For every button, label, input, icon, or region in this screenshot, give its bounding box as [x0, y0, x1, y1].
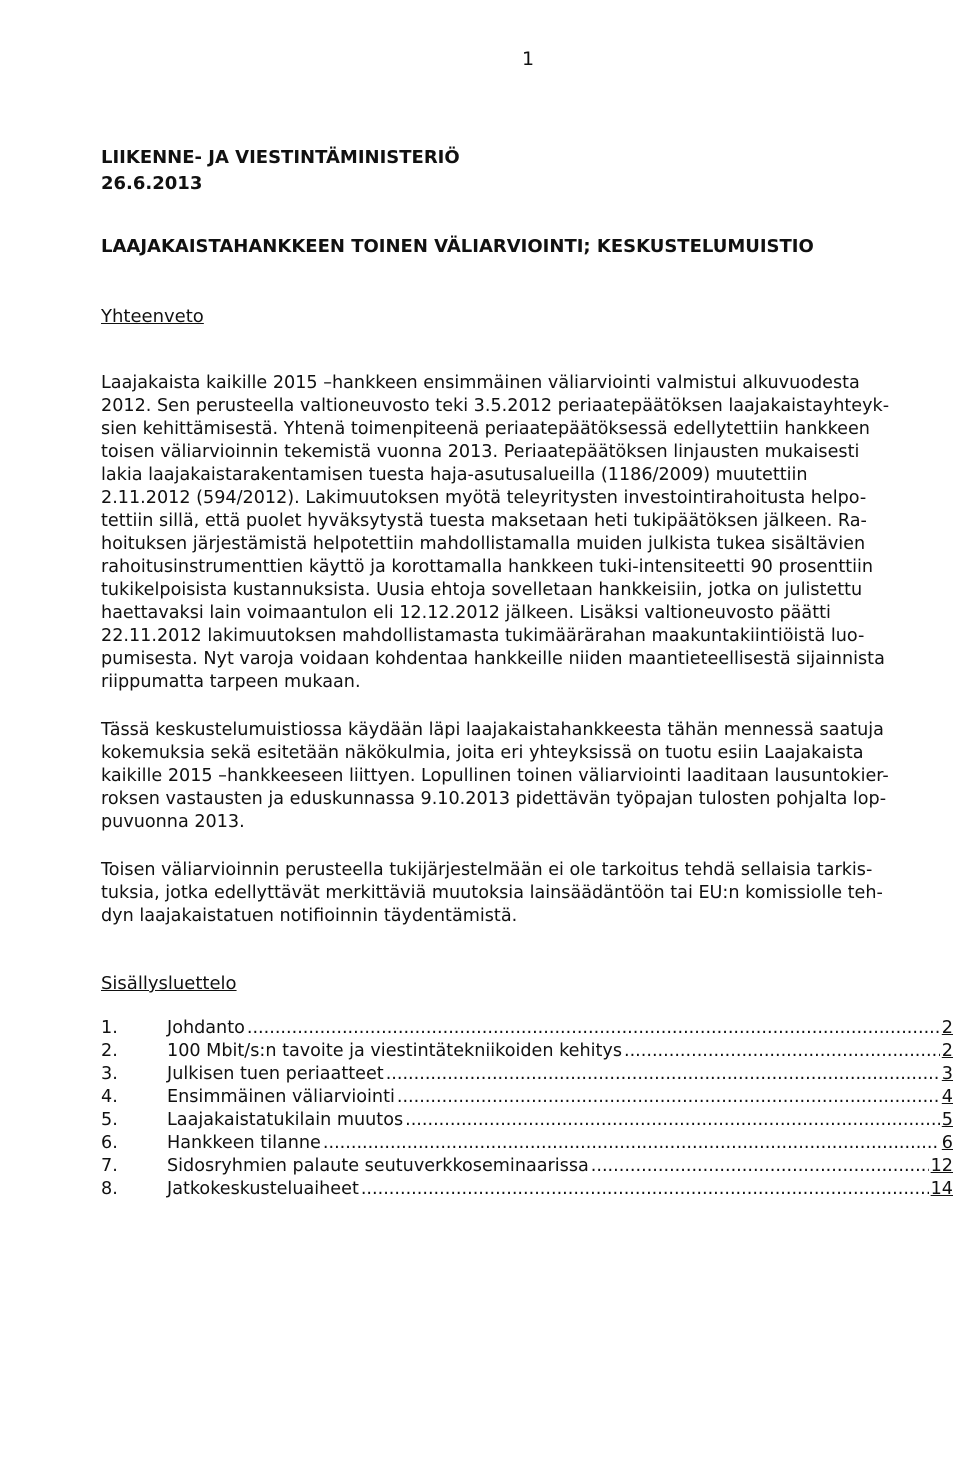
toc-item-number: 2. [101, 1041, 118, 1061]
summary-paragraph-3 [101, 859, 951, 928]
toc-item-page: 12 [930, 1156, 953, 1176]
text-line: Toisen väliarvioinnin perusteella tukijärjestelmään ei ole tarkoitus tehdä sellaisia tarkis- [101, 860, 873, 880]
toc-item-number: 5. [101, 1110, 118, 1130]
text-line: tettiin sillä, että puolet hyväksytystä tuesta maksetaan heti tukipäätöksen jälkeen. Ra- [101, 511, 867, 531]
text-line: haettavaksi lain voimaantulon eli 12.12.2012 jälkeen. Lisäksi valtioneuvosto päätti [101, 603, 831, 623]
text-line: rahoitusinstrumenttien käyttö ja korottamalla hankkeen tuki-intensiteetti 90 prosenttiin [101, 557, 874, 577]
text-line: kaikille 2015 –hankkeeseen liittyen. Lopullinen toinen väliarviointi laaditaan lausuntokier- [101, 766, 889, 786]
text-line: tuksia, jotka edellyttävät merkittäviä muutoksia lainsäädäntöön tai EU:n komissiolle teh- [101, 883, 883, 903]
toc-item-title: 100 Mbit/s:n tavoite ja viestintätekniikoiden kehitys [167, 1041, 622, 1061]
toc-item-page: 3 [941, 1064, 953, 1084]
toc-item-title: Johdanto [167, 1018, 245, 1038]
document-date: 26.6.2013 [101, 173, 203, 194]
page-number: 1 [522, 48, 535, 70]
toc-item-page: 14 [930, 1179, 953, 1199]
text-line: 2.11.2012 (594/2012). Lakimuutoksen myötä teleyritysten investointirahoitusta helpo- [101, 488, 867, 508]
toc-leader [247, 1018, 940, 1038]
text-line: pumisesta. Nyt varoja voidaan kohdentaa hankkeille niiden maantieteellisestä sijainnista [101, 649, 885, 669]
document-title: LAAJAKAISTAHANKKEEN TOINEN VÄLIARVIOINTI; KESKUSTELUMUISTIO [101, 236, 814, 257]
text-line: toisen väliarvioinnin tekemistä vuonna 2013. Periaatepäätöksen linjausten mukaisesti [101, 442, 860, 462]
summary-paragraph-2 [101, 719, 951, 834]
toc-item-title: Julkisen tuen periaatteet [167, 1064, 384, 1084]
toc-item-number: 7. [101, 1156, 118, 1176]
text-line: Laajakaista kaikille 2015 –hankkeen ensimmäinen väliarviointi valmistui alkuvuodesta [101, 373, 860, 393]
text-line: roksen vastausten ja eduskunnassa 9.10.2013 pidettävän työpajan tulosten pohjalta lop- [101, 789, 887, 809]
toc-item-number: 3. [101, 1064, 118, 1084]
summary-heading: Yhteenveto [101, 306, 204, 327]
text-line: 2012. Sen perusteella valtioneuvosto teki 3.5.2012 periaatepäätöksen laajakaistayhteyk- [101, 396, 890, 416]
toc-item[interactable] [101, 1064, 953, 1087]
toc-item-title: Jatkokeskusteluaiheet [167, 1179, 359, 1199]
toc-leader [405, 1110, 940, 1130]
toc-item-title: Laajakaistatukilain muutos [167, 1110, 404, 1130]
toc-item-page: 4 [941, 1087, 953, 1107]
text-line: kokemuksia sekä esitetään näkökulmia, joita eri yhteyksissä on tuotu esiin Laajakaista [101, 743, 864, 763]
text-line: sien kehittämisestä. Yhtenä toimenpiteenä periaatepäätöksessä edellytettiin hankkeen [101, 419, 870, 439]
table-of-contents [101, 1018, 953, 1202]
toc-item[interactable] [101, 1179, 953, 1202]
toc-item-page: 2 [941, 1041, 953, 1061]
text-line: lakia laajakaistarakentamisen tuesta haja-asutusalueilla (1186/2009) muutettiin [101, 465, 808, 485]
text-line: 22.11.2012 lakimuutoksen mahdollistamasta tukimäärärahan maakuntakiintiöistä luo- [101, 626, 865, 646]
document-header [101, 145, 460, 197]
toc-leader [323, 1133, 940, 1153]
toc-leader [361, 1179, 929, 1199]
toc-item[interactable] [101, 1087, 953, 1110]
text-line: puvuonna 2013. [101, 812, 245, 832]
toc-item[interactable] [101, 1110, 953, 1133]
toc-heading: Sisällysluettelo [101, 973, 237, 994]
toc-item[interactable] [101, 1018, 953, 1041]
toc-item[interactable] [101, 1041, 953, 1064]
toc-item[interactable] [101, 1133, 953, 1156]
summary-paragraph-1 [101, 372, 951, 694]
toc-item-title: Hankkeen tilanne [167, 1133, 321, 1153]
toc-item-page: 6 [941, 1133, 953, 1153]
toc-item-number: 4. [101, 1087, 118, 1107]
text-line: dyn laajakaistatuen notifioinnin täydentämistä. [101, 906, 518, 926]
text-line: tukikelpoisista kustannuksista. Uusia ehtoja sovelletaan hankkeisiin, jotka on julistettu [101, 580, 863, 600]
toc-item-page: 5 [941, 1110, 953, 1130]
toc-item-title: Ensimmäinen väliarviointi [167, 1087, 395, 1107]
toc-item-number: 1. [101, 1018, 118, 1038]
toc-leader [624, 1041, 940, 1061]
text-line: hoituksen järjestämistä helpotettiin mahdollistamalla muiden julkista tukea sisältävien [101, 534, 866, 554]
text-line: riippumatta tarpeen mukaan. [101, 672, 361, 692]
toc-item-page: 2 [941, 1018, 953, 1038]
text-line: Tässä keskustelumuistiossa käydään läpi laajakaistahankkeesta tähän mennessä saatuja [101, 720, 884, 740]
toc-item-title: Sidosryhmien palaute seutuverkkoseminaarissa [167, 1156, 589, 1176]
toc-item-number: 8. [101, 1179, 118, 1199]
ministry-name: LIIKENNE- JA VIESTINTÄMINISTERIÖ [101, 147, 460, 168]
toc-leader [397, 1087, 940, 1107]
toc-item[interactable] [101, 1156, 953, 1179]
toc-leader [591, 1156, 929, 1176]
toc-leader [386, 1064, 940, 1084]
toc-item-number: 6. [101, 1133, 118, 1153]
